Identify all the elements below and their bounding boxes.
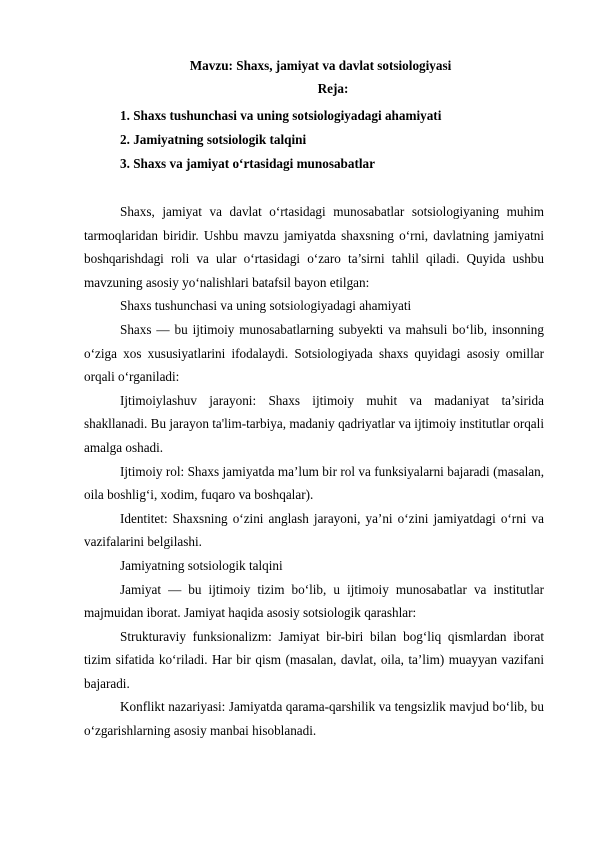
section-heading: Shaxs tushunchasi va uning sotsiologiyadagi ahamiyati <box>120 298 412 314</box>
document-body <box>84 200 544 743</box>
paragraph: Strukturaviy funksionalizm: Jamiyat bir-biri bilan bog‘liq qismlardan iborat tizim sifatida ko‘riladi. Har bir qism (masalan, davlat, oila, ta’lim) muayyan vazifani bajaradi. <box>84 628 544 691</box>
paragraph: Ijtimoiy rol: Shaxs jamiyatda ma’lum bir rol va funksiyalarni bajaradi (masalan, oila boshlig‘i, xodim, fuqaro va boshqalar). <box>84 463 544 503</box>
paragraph: Jamiyat — bu ijtimoiy tizim bo‘lib, u ijtimoiy munosabatlar va institutlar majmuidan iborat. Jamiyat haqida asosiy sotsiologik qarashlar: <box>84 581 544 621</box>
paragraph: Konflikt nazariyasi: Jamiyatda qarama-qarshilik va tengsizlik mavjud bo‘lib, bu o‘zgarishlarning asosiy manbai hisoblanadi. <box>84 699 544 739</box>
paragraph: Identitet: Shaxsning o‘zini anglash jarayoni, ya’ni o‘zini jamiyatdagi o‘rni va vazifalarini belgilashi. <box>84 510 544 550</box>
section-heading: Jamiyatning sotsiologik talqini <box>120 557 283 573</box>
plan-item: 1. Shaxs tushunchasi va uning sotsiologiyadagi ahamiyati <box>120 108 442 123</box>
plan-item: 3. Shaxs va jamiyat o‘rtasidagi munosabatlar <box>120 156 375 171</box>
plan-list <box>120 104 441 176</box>
plan-item: 2. Jamiyatning sotsiologik talqini <box>120 132 307 147</box>
intro-paragraph: Shaxs, jamiyat va davlat o‘rtasidagi munosabatlar sotsiologiyaning muhim tarmoqlaridan biridir. Ushbu mavzu jamiyatda shaxsning o‘rni, davlatning jamiyatni boshqarishdagi roli va ular o‘rtasidagi o‘zaro ta’sirni tahlil qiladi. Quyida ushbu mavzuning asosiy yo‘nalishlari batafsil bayon etilgan: <box>84 204 544 290</box>
document-title: Mavzu: Shaxs, jamiyat va davlat sotsiologiyasi <box>189 58 452 73</box>
paragraph: Ijtimoiylashuv jarayoni: Shaxs ijtimoiy muhit va madaniyat ta’sirida shakllanadi. Bu jarayon ta'lim-tarbiya, madaniy qadriyatlar va ijtimoiy institutlar orqali amalga oshadi. <box>84 392 544 455</box>
paragraph: Shaxs — bu ijtimoiy munosabatlarning subyekti va mahsuli bo‘lib, insonning o‘ziga xos xususiyatlarini ifodalaydi. Sotsiologiyada shaxs quyidagi asosiy omillar orqali o‘rganiladi: <box>84 321 544 385</box>
plan-label: Reja: <box>317 81 349 96</box>
